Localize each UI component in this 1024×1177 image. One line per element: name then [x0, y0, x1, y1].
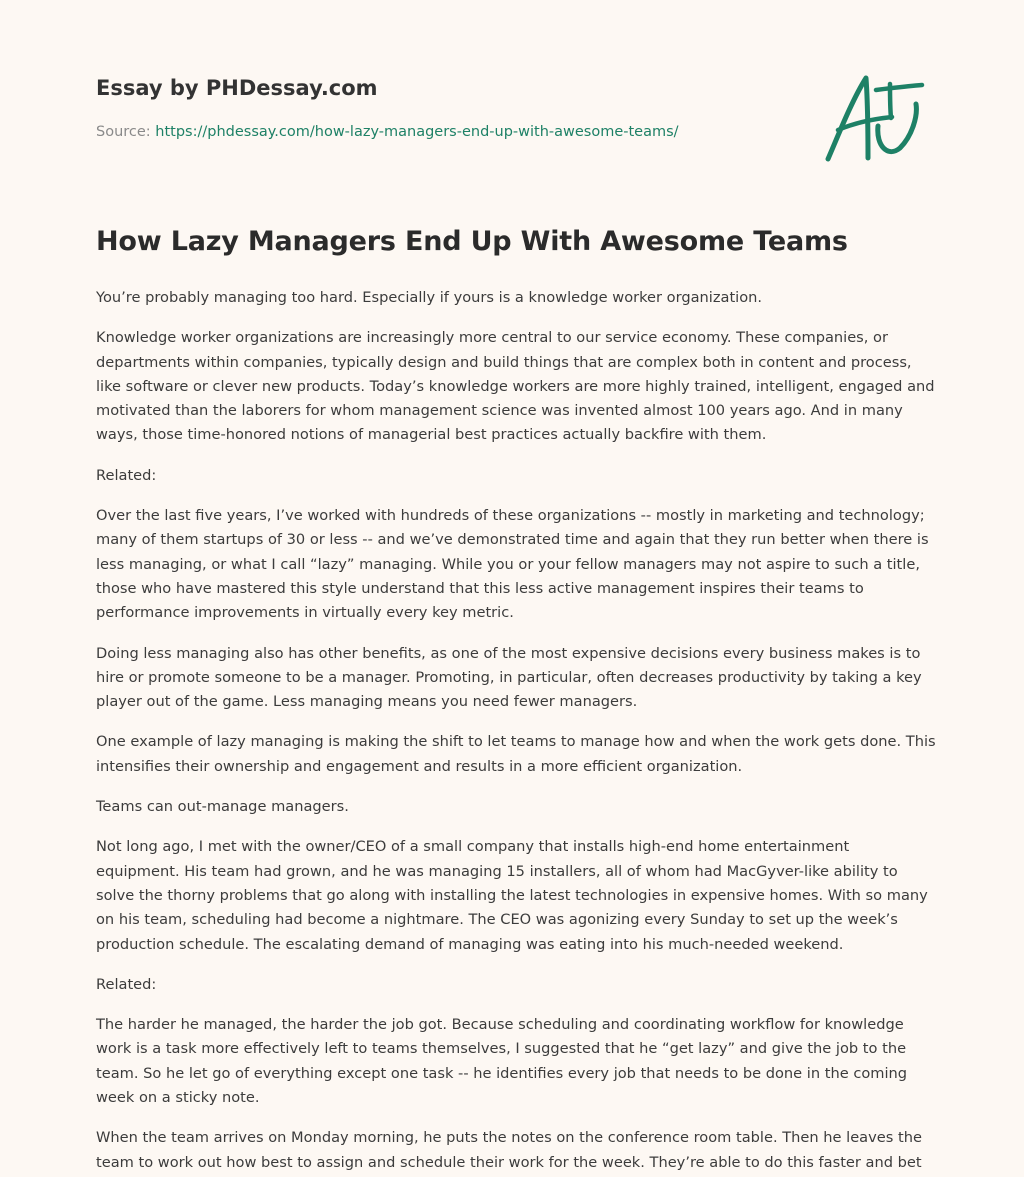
paragraph: Not long ago, I met with the owner/CEO of a small company that installs high-end home entertainment equipment. His team had grown, and he was managing 15 installers, all of whom had MacGyver-like ability to solve the thorny problems that go along with installing the latest technologies in expensive homes. With so many on his team, scheduling had become a nightmare. The CEO was agonizing every Sunday to set up the week’s production schedule. The escalating demand of managing was eating into his much-needed weekend.	[96, 838, 928, 953]
paragraph: One example of lazy managing is making the shift to let teams to manage how and when the work gets done. This intensifies their ownership and engagement and results in a more efficient organization.	[96, 733, 936, 775]
brand-title: Essay by PHDessay.com	[96, 76, 378, 100]
paragraph: Doing less managing also has other benefits, as one of the most expensive decisions every business makes is to hire or promote someone to be a manager. Promoting, in particular, often decreases productivity by taking a key player out of the game. Less managing means you need fewer managers.	[96, 644, 922, 711]
article-body	[96, 286, 936, 1177]
paragraph: When the team arrives on Monday morning, he puts the notes on the conference room table. Then he leaves the team to work out how best to assign and schedule their work for the week. They’re able to do this faster and bet	[96, 1129, 922, 1171]
a-plus-logo-icon	[818, 66, 930, 166]
source-line	[96, 124, 679, 140]
article-title: How Lazy Managers End Up With Awesome Teams	[96, 226, 848, 257]
source-link[interactable]: https://phdessay.com/how-lazy-managers-end-up-with-awesome-teams/	[155, 124, 679, 140]
paragraph: The harder he managed, the harder the job got. Because scheduling and coordinating workflow for knowledge work is a task more effectively left to teams themselves, I suggested that he “get lazy” and give the job to the team. So he let go of everything except one task -- he identifies every job that needs to be done in the coming week on a sticky note.	[96, 1016, 908, 1107]
related-label: Related:	[96, 466, 157, 484]
related-label: Related:	[96, 975, 157, 993]
paragraph: Over the last five years, I’ve worked with hundreds of these organizations -- mostly in marketing and technology; many of them startups of 30 or less -- and we’ve demonstrated time and again that they run better when there is less managing, or what I call “lazy” managing. While you or your fellow managers may not aspire to such a title, those who have mastered this style understand that this less active management inspires their teams to performance improvements in virtually every key metric.	[96, 507, 929, 622]
paragraph: You’re probably managing too hard. Especially if yours is a knowledge worker organization.	[96, 289, 763, 306]
section-heading: Teams can out-manage managers.	[96, 798, 349, 816]
source-label: Source:	[96, 124, 156, 140]
paragraph: Knowledge worker organizations are increasingly more central to our service economy. These companies, or departments within companies, typically design and build things that are complex both in content and process, like software or clever new products. Today’s knowledge workers are more highly trained, intelligent, engaged and motivated than the laborers for whom management science was invented almost 100 years ago. And in many ways, those time-honored notions of managerial best practices actually backfire with them.	[96, 329, 935, 444]
